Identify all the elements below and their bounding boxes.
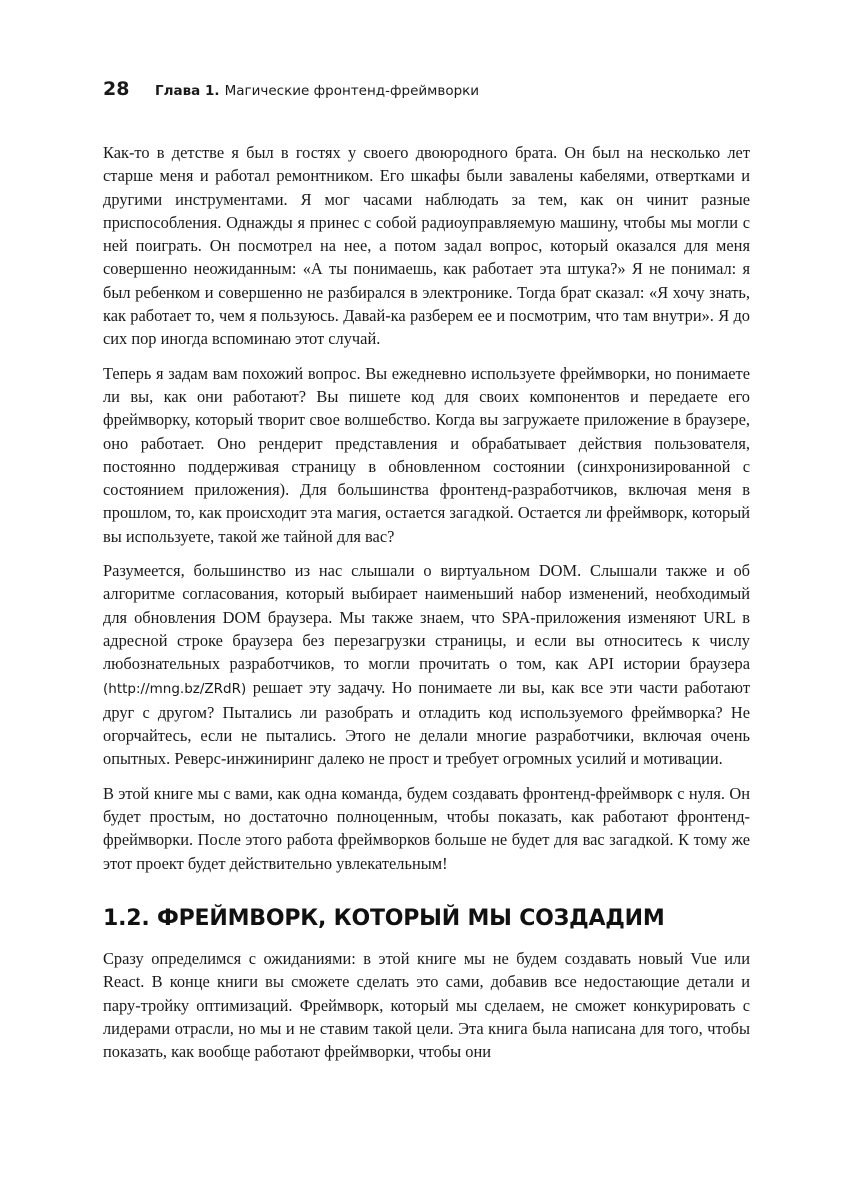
paragraph-virtual-dom-text-end: решает эту задачу. Но понимаете ли вы, как все эти части работают друг с другом? Пытались ли разобрать и отладить код используемого фреймворка? Не огорчайтесь, если не пытались. Этого не делали многие разработчики, включая очень опытных. Реверс-инжиниринг далеко не прост и требует огромных усилий и мотивации. <box>103 677 750 769</box>
chapter-title: Магические фронтенд-фреймворки <box>224 83 480 99</box>
paragraph-frameworks-question: Теперь я задам вам похожий вопрос. Вы ежедневно используете фреймворки, но понимаете ли вы, как они работают? Вы пишете код для своих компонентов и передаете его фреймворку, который творит свое волшебство. Когда вы загружаете приложение в браузере, оно работает. Оно рендерит представления и обрабатывает действия пользователя, постоянно поддерживая страницу в обновленном состоянии (синхронизированной с состоянием приложения). Для большинства фронтенд-разработчиков, включая меня в прошлом, то, как происходит эта магия, остается загадкой. Остается ли фреймворк, который вы используете, такой же тайной для вас? <box>103 363 750 546</box>
page-number: 28 <box>103 78 130 100</box>
paragraph-virtual-dom-text-start: Разумеется, большинство из нас слышали о виртуальном DOM. Слышали также и об алгоритме согласования, который выбирает наименьший набор изменений, необходимый для обновления DOM браузера. Мы также знаем, что SPA-приложения изменяют URL в адресной строке браузера без перезагрузки страницы, и если вы относитесь к числу любознательных разработчиков, то могли прочитать о том, как API истории браузера <box>103 561 750 674</box>
running-head <box>103 78 763 104</box>
body-text <box>103 141 750 1074</box>
history-api-link[interactable]: (http://mng.bz/ZRdR) <box>103 680 247 697</box>
paragraph-book-goal: В этой книге мы с вами, как одна команда, будем создавать фронтенд-фреймворк с нуля. Он будет простым, но достаточно полноценным, чтобы показать, как работают фронтенд-фреймворки. После этого работа фреймворков больше не будет для вас загадкой. К тому же этот проект будет действительно увлекательным! <box>103 783 750 873</box>
paragraph-expectations: Сразу определимся с ожиданиями: в этой книге мы не будем создавать новый Vue или React. В конце книги вы сможете сделать это сами, добавив все недостающие детали и пару-тройку оптимизаций. Фреймворк, который мы сделаем, не сможет конкурировать с лидерами отрасли, но мы и не ставим такой цели. Эта книга была написана для того, чтобы показать, как вообще работают фреймворки, чтобы они <box>103 948 750 1062</box>
chapter-label: Глава 1. <box>155 83 220 99</box>
section-heading: 1.2. ФРЕЙМВОРК, КОТОРЫЙ МЫ СОЗДАДИМ <box>103 905 665 931</box>
paragraph-virtual-dom <box>103 559 750 771</box>
paragraph-childhood-story: Как-то в детстве я был в гостях у своего двоюродного брата. Он был на несколько лет старше меня и работал ремонтником. Его шкафы были завалены кабелями, отвертками и другими инструментами. Я мог часами наблюдать за тем, как он чинит разные приспособления. Однажды я принес с собой радиоуправляемую машину, чтобы мы могли с ней поиграть. Он посмотрел на нее, а потом задал вопрос, который оказался для меня совершенно неожиданным: «А ты понимаешь, как работает эта штука?» Я не понимал: я был ребенком и совершенно не разбирался в электронике. Тогда брат сказал: «Я хочу знать, как работает то, чем я пользуюсь. Давай-ка разберем ее и посмотрим, что там внутри». Я до сих пор иногда вспоминаю этот случай. <box>103 143 750 349</box>
